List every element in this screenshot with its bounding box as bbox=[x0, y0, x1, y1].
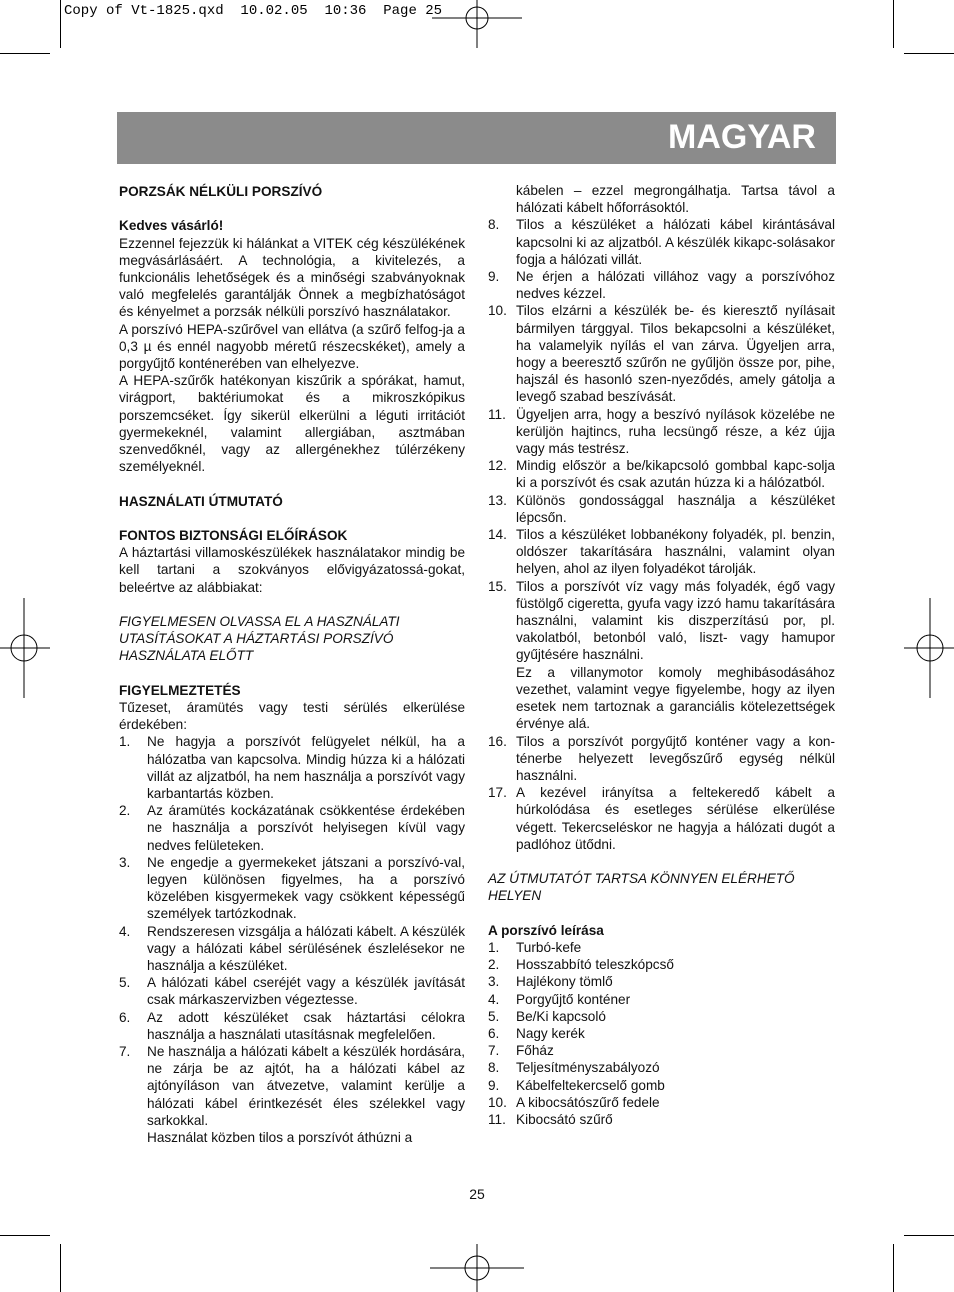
part-item: 8. Teljesítményszabályozó bbox=[488, 1060, 660, 1076]
crop-mark bbox=[60, 1244, 61, 1292]
print-slug: Copy of Vt-1825.qxd 10.02.05 10:36 Page 25 bbox=[64, 3, 443, 19]
registration-mark-right bbox=[904, 598, 954, 698]
list-item: 2. Az áramütés kockázatának csökkentése érdekében ne használja a porszívót helyisegen kívül vagy nedves felületeken. bbox=[119, 803, 465, 853]
usage-title: HASZNÁLATI ÚTMUTATÓ bbox=[119, 493, 283, 509]
part-item: 9. Kábelfeltekercselő gomb bbox=[488, 1077, 665, 1093]
list-item: 17. A kezével irányítsa a feltekeredő kábelt a húrkolódása és esetleges sérülése elkerülése végett. Tekercseléskor ne hagyja a hálózati dugót a padlóhoz ütődni. bbox=[488, 785, 835, 852]
list-item: 5. A hálózati kábel cseréjét vagy a készülék javítását csak márkaszervizben végeztesse. bbox=[119, 975, 465, 1008]
list-item: 8. Tilos a készüléket a hálózati kábel kirántásával kapcsolni ki az aljzatból. A készülék kikapc-solásakor fogja a hálózati villát. bbox=[488, 217, 835, 267]
list-item: 12. Mindig először a be/kikapcsoló gombbal kapc-solja ki a porszívót és csak azután húzza ki a hálózatból. bbox=[488, 458, 835, 491]
crop-mark bbox=[893, 1244, 894, 1292]
part-item: 6. Nagy kerék bbox=[488, 1025, 585, 1041]
part-item: 10. A kibocsátószűrő fedele bbox=[488, 1094, 660, 1110]
right-column bbox=[488, 182, 835, 1128]
list-item: 9. Ne érjen a hálózati villához vagy a porszívóhoz nedves kézzel. bbox=[488, 269, 835, 302]
list-item: 1. Ne hagyja a porszívót felügyelet nélkül, ha a hálózatba van kapcsolva. Mindig húzza ki a hálózati villát az aljzatból, ha nem használja a porszívót vagy karbantartás közben. bbox=[119, 734, 465, 802]
list-item-continuation: Ez a villanymotor komoly meghibásodásához vezethet, valamint vegye figyelembe, hogy az ilyen esetek nem tartoznak a garanciális kötelezettségek érvénye alá. bbox=[516, 664, 835, 732]
list-item: 13. Különös gondossággal használja a készüléket lépcsőn. bbox=[488, 492, 835, 525]
registration-mark-left bbox=[0, 598, 50, 698]
part-item: 4. Porgyűjtő konténer bbox=[488, 991, 631, 1007]
read-notice: FIGYELMESEN OLVASSA EL A HASZNÁLATI UTASÍTÁSOKAT A HÁZTARTÁSI PORSZÍVÓ HASZNÁLATA ELŐTT bbox=[119, 614, 400, 664]
section-title: PORZSÁK NÉLKÜLI PORSZÍVÓ bbox=[119, 184, 323, 199]
intro-paragraph: A HEPA-szűrők hatékonyan kiszűrik a spórákat, hamut, virágport, baktériumokat és a mikroszkópikus porszemcséket. Így sikerül elkerülni a léguti irritációt gyermekeknél, valamint allergiában, asztmában szenvedőknél, vagy az allergénekhez túlérzékeny személyeknél. bbox=[119, 373, 465, 475]
crop-mark bbox=[0, 53, 50, 54]
part-item: 11. Kibocsátó szűrő bbox=[488, 1111, 613, 1127]
list-item: 15. Tilos a porszívót víz vagy más folyadék, égő vagy füstölgő cigeretta, gyufa vagy izzó hamu takarítására használni, valamint kis diszperzítású por, pl. vakolatból, betonból való, liszt- vagy hamupor gyűjtésére használni. bbox=[488, 578, 835, 663]
intro-paragraph: Ezzennel fejezzük ki hálánkat a VITEK cég készülékének megvásárlásáért. A technológia, a kivitelezés, a funkcionális lehetőségek és a minőségi szabványoknak való megfelelés garantálják Önnek a megbízhatóságot és kényelmet a porzsák nélküli porszívó használatakor. bbox=[119, 235, 465, 320]
part-item: 7. Főház bbox=[488, 1043, 554, 1059]
keep-notice: AZ ÚTMUTATÓT TARTSA KÖNNYEN ELÉRHETŐ HELYEN bbox=[488, 871, 795, 904]
parts-list bbox=[488, 939, 835, 1128]
list-item: 11. Ügyeljen arra, hogy a beszívó nyílások közelébe ne kerüljön hajtincs, ruha lecsüngő része, a kéz újja vagy más testrész. bbox=[488, 406, 835, 457]
page-number: 25 bbox=[469, 1186, 485, 1202]
description-title: A porszívó leírása bbox=[488, 922, 604, 938]
registration-mark-top bbox=[432, 0, 522, 50]
list-item: 3. Ne engedje a gyermekeket játszani a porszívó-val, legyen különösen figyelmes, ha a porszívó közelében kisgyermekek vagy csökkent képességű személyek tartózkodnak. bbox=[119, 854, 465, 922]
crop-mark bbox=[904, 53, 954, 54]
list-item: 7. Ne használja a hálózati kábelt a készülék hordására, ne zárja be az ajtót, ha a hálózati kábel az ajtónyíláson van átvezetve, valamint kerülje a hálózati kábel érintkezését éles szélekkel vagy sarkokkal. bbox=[119, 1044, 465, 1128]
warning-title: FIGYELMEZTETÉS bbox=[119, 682, 241, 698]
part-item: 1. Turbó-kefe bbox=[488, 939, 582, 955]
intro-paragraph: A porszívó HEPA-szűrővel van ellátva (a szűrő felfog-ja a 0,3 µ és ennél nagyobb méretű részecskéket), amely a porgyűjtő konténerében van elhelyezve. bbox=[119, 321, 465, 372]
registration-mark-bottom bbox=[430, 1244, 524, 1292]
list-item-continuation: kábelen – ezzel megrongálhatja. Tartsa távol a hálózati kábelt hőforrásoktól. bbox=[516, 183, 835, 216]
greeting: Kedves vásárló! bbox=[119, 218, 224, 234]
list-item: 4. Rendszeresen vizsgálja a hálózati kábelt. A készülék vagy a hálózati kábel sérülésének észlelésekor ne használja a készüléket. bbox=[119, 923, 465, 974]
list-item-continuation: Használat közben tilos a porszívót áthúzni a bbox=[147, 1130, 413, 1146]
crop-mark bbox=[60, 0, 61, 48]
crop-mark bbox=[893, 0, 894, 48]
safety-list-continued bbox=[488, 216, 835, 853]
list-item: 14. Tilos a készüléket lobbanékony folyadék, pl. benzin, oldószer takarítására használni, valamint olyan helyen, ahol az ilyen folyadékot tárolják. bbox=[488, 527, 835, 577]
crop-mark bbox=[0, 1235, 50, 1236]
banner-title: MAGYAR bbox=[668, 118, 816, 156]
part-item: 3. Hajlékony tömlő bbox=[488, 974, 613, 990]
crop-mark bbox=[904, 1235, 954, 1236]
left-column bbox=[119, 183, 465, 1146]
list-item: 16. Tilos a porszívót porgyűjtő konténer vagy a kon-ténerbe helyezett levegőszűrő egység nélkül használni. bbox=[488, 733, 835, 783]
safety-text: A háztartási villamoskészülékek használatakor mindig be kell tartani a szokványos elővigyázatossá-gokat, beleértve az alábbiakat: bbox=[119, 545, 465, 595]
safety-title: FONTOS BIZTONSÁGI ELŐÍRÁSOK bbox=[119, 528, 348, 544]
warning-text: Tűzeset, áramütés vagy testi sérülés elkerülése érdekében: bbox=[119, 700, 465, 733]
part-item: 5. Be/Ki kapcsoló bbox=[488, 1008, 606, 1024]
language-banner bbox=[117, 112, 836, 164]
list-item: 6. Az adott készüléket csak háztartási célokra használja a használati utasításnak megfelelően. bbox=[119, 1009, 465, 1042]
list-item: 10. Tilos elzárni a készülék be- és kieresztő nyílásait bármilyen tárggyal. Tilos bekapcsolni a készüléket, ha valamelyik nyílás el van zárva. Ügyeljen arra, hogy a beeresztő szűrőn ne gyűljön össze por, pihe, hajszál és hasonló szen-nyeződés, amely gátolja a levegő szabad beszívását. bbox=[488, 303, 835, 405]
safety-list bbox=[119, 733, 465, 1146]
part-item: 2. Hosszabbító teleszkópcső bbox=[488, 957, 674, 973]
